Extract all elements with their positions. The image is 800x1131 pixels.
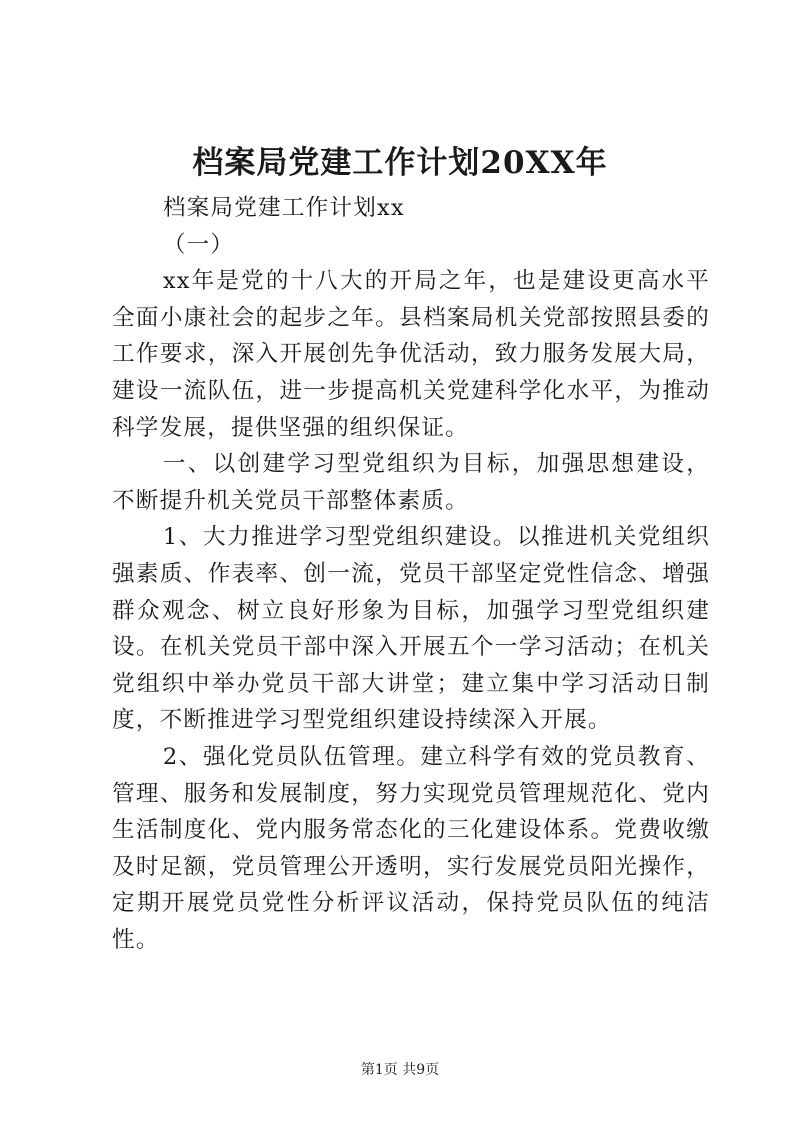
- subtitle-paragraph: 档案局党建工作计划xx: [162, 195, 405, 221]
- section-number-paragraph: （一）: [162, 231, 235, 258]
- item-paragraph-1: 1、大力推进学习型党组织建设。以推进机关党组织强素质、作表率、创一流，党员干部坚定党性信念、增强群众观念、树立良好形象为目标，加强学习型党组织建设。在机关党员干部中深入开展五个一学习活动；在机关党组织中举办党员干部大讲堂；建立集中学习活动日制度，不断推进学习型党组织建设持续深入开展。: [112, 524, 710, 734]
- page-footer: 第1页 共9页: [360, 1062, 440, 1078]
- item-paragraph-2: 2、强化党员队伍管理。建立科学有效的党员教育、管理、服务和发展制度，努力实现党员管理规范化、党内生活制度化、党内服务常态化的三化建设体系。党费收缴及时足额，党员管理公开透明，实行发展党员阳光操作，定期开展党员党性分析评议活动，保持党员队伍的纯洁性。: [112, 743, 710, 953]
- intro-paragraph: xx年是党的十八大的开局之年，也是建设更高水平全面小康社会的起步之年。县档案局机关党部按照县委的工作要求，深入开展创先争优活动，致力服务发展大局，建设一流队伍，进一步提高机关党建科学化水平，为推动科学发展，提供坚强的组织保证。: [112, 268, 710, 441]
- document-body: [112, 190, 710, 958]
- heading-paragraph-1: 一、以创建学习型党组织为目标，加强思想建设，不断提升机关党员干部整体素质。: [112, 451, 710, 514]
- document-title: 档案局党建工作计划20XX年: [192, 145, 608, 181]
